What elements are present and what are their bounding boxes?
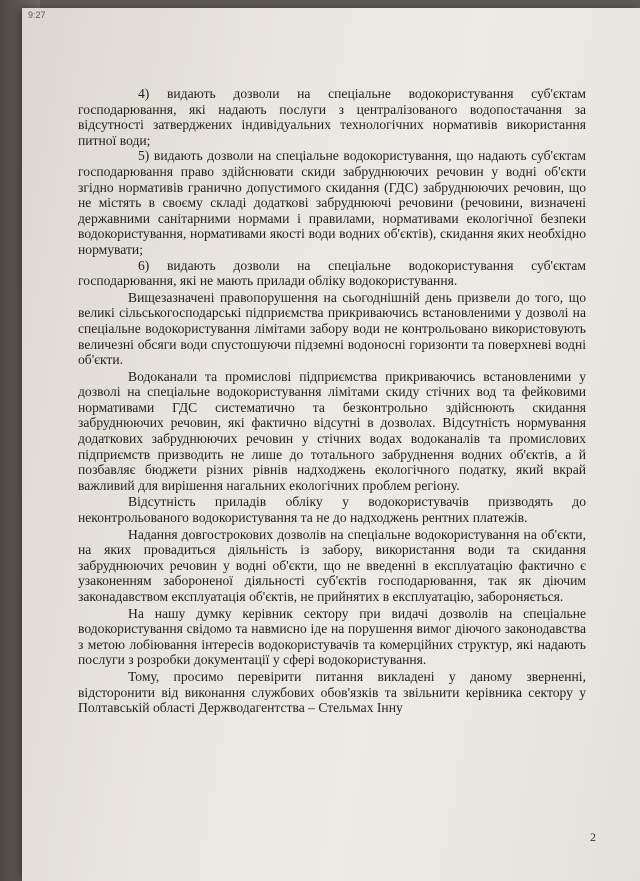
corner-mark: 9:27 [28, 10, 46, 20]
paragraph-request: Тому, просимо перевірити питання викладені у даному зверненні, відсторонити від виконання службових обов'язків та звільнити керівника сектору у Полтавській області Держводагентства – Стельмах Інну [78, 668, 586, 716]
page-number: 2 [590, 830, 596, 844]
paragraph-long-term-permits: Надання довгострокових дозволів на спеціальне водокористування на об'єкти, на яких провадиться діяльність із забору, використання води та скидання забруднюючих речовин у водні об'єкти, що не введенні в експлуатацію фактично є узаконенням забороненої діяльності суб'єктів господарювання, так як діючим законадавством експлуатація об'єктів, не прийнятих в експлуатацію, забороняється. [78, 526, 586, 604]
list-item-6: 6) видають дозволи на спеціальне водокористування суб'єктам господарювання, які не мають прилади обліку водокористування. [78, 257, 586, 289]
paragraph-metering: Відсутність приладів обліку у водокористувачів призводять до неконтрольованого водокористування та не до надходжень рентних платежів. [78, 494, 586, 526]
list-item-5: 5) видають дозволи на спеціальне водокористування, що надають суб'єктам господарювання право здійснювати скиди забруднюючих речовин у водні об'єкти згідно нормативів гранично допустимого скидання (ГДС) забруднюючих речовин, що не містять в своєму складі додаткові забруднюючі речовини (речовини, визначені державними санітарними нормами і правилами, нормативами екологічної безпеки водокористування, нормативами якості води водних об'єктів), скидання яких необхідно нормувати; [78, 148, 586, 257]
list-item-4: 4) видають дозволи на спеціальне водокористування суб'єктам господарювання, які надають послуги з централізованого водопостачання за відсутності затверджених індивідуальних технологічних нормативів використання питної води; [78, 86, 586, 148]
document-body [78, 86, 586, 716]
paragraph-opinion: На нашу думку керівник сектору при видачі дозволів на спеціальне водокористування свідомо та навмисно іде на порушення вимог діючого законодавства з метою лобіювання інтересів водокористувачів та комерційних структур, які надають послуги з розробки документації у сфері водокористування. [78, 605, 586, 668]
paragraph-violations: Вищезазначені правопорушення на сьогоднішній день призвели до того, що великі сільськогосподарські підприємства прикриваючись встановленими у дозволі на спеціальне водокористування лімітами забору води не контрольовано використовують величезні обсяги води спустошуючи підземні водоносні горизонти та поверхневі водні об'єкти. [78, 289, 586, 368]
paragraph-water-utilities: Водоканали та промислові підприємства прикриваючись встановленими у дозволі на спеціальне водокористування лімітами скиду стічних вод та фейковими нормативами ГДС систематично та безконтрольно здійснюють скидання забруднюючих речовин, які фактично відсутні в дозволах. Відсутність нормування додаткових забруднюючих речовин у стічних водах водоканалів та промислових підприємств призводить не лише до тотального забруднення водних об'єктів, а й позбавляє бюджети різних рівнів надходжень екологічного податку, який вкрай важливий для вирішення нагальних екологічних проблем регіону. [78, 368, 586, 493]
